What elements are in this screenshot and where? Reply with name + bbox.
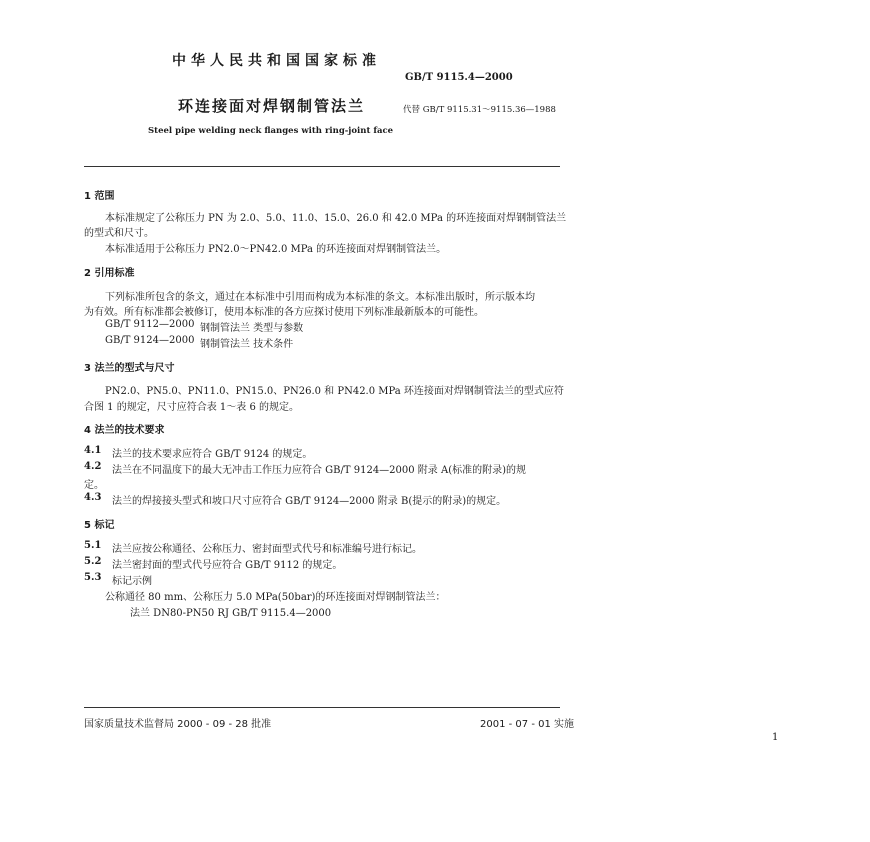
clause-4-1-text: 法兰的技术要求应符合 GB/T 9124 的规定。 — [112, 449, 313, 460]
section-1-para-1-cont: 的型式和尺寸。 — [84, 228, 154, 239]
clause-4-2-text-cont: 定。 — [84, 480, 104, 491]
section-3-heading: 3 法兰的型式与尺寸 — [84, 363, 175, 374]
standard-number: GB/T 9115.4—2000 — [405, 72, 513, 83]
section-3-para-1: PN2.0、PN5.0、PN11.0、PN15.0、PN26.0 和 PN42.0 MPa 环连接面对焊钢制管法兰的型式应符 — [105, 386, 564, 397]
section-1-para-2: 本标准适用于公称压力 PN2.0～PN42.0 MPa 的环连接面对焊钢制管法兰。 — [105, 244, 447, 255]
top-divider — [84, 166, 560, 167]
page-number: 1 — [772, 732, 779, 743]
section-2-heading: 2 引用标准 — [84, 268, 135, 279]
section-1-para-1: 本标准规定了公称压力 PN 为 2.0、5.0、11.0、15.0、26.0 和 42.0 MPa 的环连接面对焊钢制管法兰 — [105, 213, 567, 224]
clause-5-2-text: 法兰密封面的型式代号应符合 GB/T 9112 的规定。 — [112, 560, 343, 571]
clause-5-1-number: 5.1 — [84, 540, 102, 551]
reference-2-code: GB/T 9124—2000 — [105, 335, 195, 346]
clause-4-3-text: 法兰的焊接接头型式和坡口尺寸应符合 GB/T 9124—2000 附录 B(提示的附录)的规定。 — [112, 496, 507, 507]
document-title: 环连接面对焊钢制管法兰 — [178, 97, 366, 115]
clause-4-1-number: 4.1 — [84, 445, 102, 456]
clause-5-1-text: 法兰应按公称通径、公称压力、密封面型式代号和标准编号进行标记。 — [112, 544, 422, 555]
marking-example-description: 公称通径 80 mm、公称压力 5.0 MPa(50bar)的环连接面对焊钢制管法兰： — [105, 592, 446, 603]
replaces-note: 代替 GB/T 9115.31～9115.36—1988 — [403, 105, 556, 115]
section-2-para-1-cont: 为有效。所有标准都会被修订，使用本标准的各方应探讨使用下列标准最新版本的可能性。 — [84, 307, 484, 318]
clause-5-3-number: 5.3 — [84, 572, 102, 583]
section-5-heading: 5 标记 — [84, 520, 115, 531]
section-1-heading: 1 范围 — [84, 191, 115, 202]
section-2-para-1: 下列标准所包含的条文，通过在本标准中引用而构成为本标准的条文。本标准出版时，所示版本均 — [105, 292, 535, 303]
clause-5-3-text: 标记示例 — [112, 576, 152, 587]
section-3-para-1-cont: 合图 1 的规定，尺寸应符合表 1～表 6 的规定。 — [84, 402, 299, 413]
reference-1-title: 钢制管法兰 类型与参数 — [200, 323, 304, 334]
standard-org-title: 中华人民共和国国家标准 — [172, 53, 381, 69]
implementation-date: 2001 - 07 - 01 实施 — [480, 719, 575, 730]
reference-1-code: GB/T 9112—2000 — [105, 319, 195, 330]
bottom-divider — [84, 707, 560, 708]
section-4-heading: 4 法兰的技术要求 — [84, 425, 165, 436]
approval-date: 国家质量技术监督局 2000 - 09 - 28 批准 — [84, 719, 272, 730]
clause-4-2-text: 法兰在不同温度下的最大无冲击工作压力应符合 GB/T 9124—2000 附录 A(标准的附录)的规 — [112, 465, 527, 476]
english-title: Steel pipe welding neck flanges with ring-joint face — [148, 126, 394, 136]
clause-4-2-number: 4.2 — [84, 461, 102, 472]
reference-2-title: 钢制管法兰 技术条件 — [200, 339, 294, 350]
marking-example: 法兰 DN80-PN50 RJ GB/T 9115.4—2000 — [130, 608, 332, 619]
clause-5-2-number: 5.2 — [84, 556, 102, 567]
clause-4-3-number: 4.3 — [84, 492, 102, 503]
